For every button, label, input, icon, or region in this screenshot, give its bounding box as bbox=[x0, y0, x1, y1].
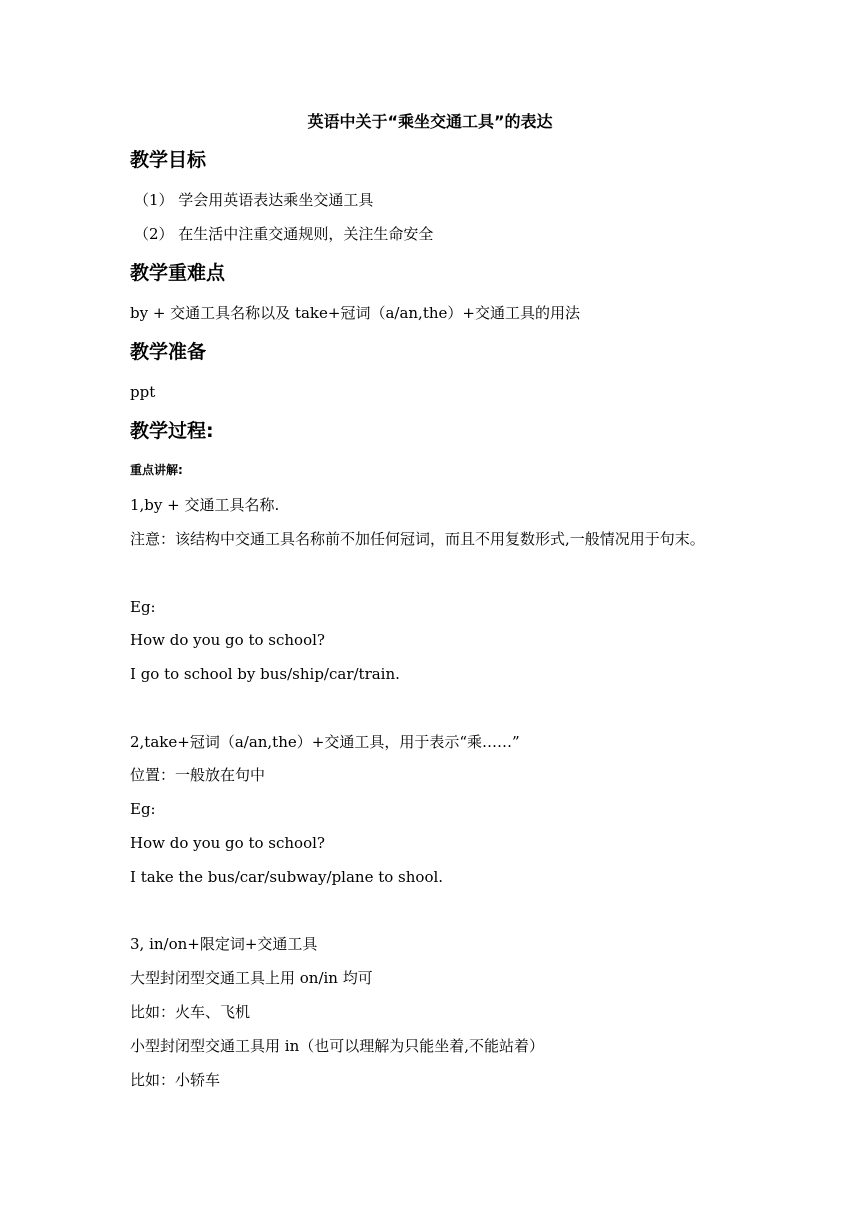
point2-question: How do you go to school? bbox=[130, 834, 325, 852]
point1-title: 1,by + 交通工具名称. bbox=[130, 496, 280, 514]
point1-question: How do you go to school? bbox=[130, 631, 325, 649]
document-title: 英语中关于“乘坐交通工具”的表达 bbox=[307, 112, 553, 131]
point2-eg-label: Eg: bbox=[130, 800, 156, 818]
objectives-heading: 教学目标 bbox=[130, 149, 207, 171]
objective-item-1: （1） 学会用英语表达乘坐交通工具 bbox=[134, 191, 374, 209]
point1-answer: I go to school by bus/ship/car/train. bbox=[130, 665, 400, 683]
process-subheading: 重点讲解: bbox=[130, 463, 183, 477]
key-points-heading: 教学重难点 bbox=[130, 262, 226, 284]
process-heading: 教学过程: bbox=[130, 420, 214, 442]
point1-note: 注意：该结构中交通工具名称前不加任何冠词，而且不用复数形式,一般情况用于句末。 bbox=[130, 530, 705, 548]
point2-position: 位置：一般放在句中 bbox=[130, 766, 266, 784]
key-points-text: by + 交通工具名称以及 take+冠词（a/an,the）+交通工具的用法 bbox=[130, 304, 580, 322]
point3-line1: 大型封闭型交通工具上用 on/in 均可 bbox=[130, 969, 373, 987]
preparation-heading: 教学准备 bbox=[130, 341, 207, 363]
point3-title: 3, in/on+限定词+交通工具 bbox=[130, 935, 318, 953]
point3-line2: 比如：火车、飞机 bbox=[130, 1003, 251, 1021]
objective-item-2: （2） 在生活中注重交通规则，关注生命安全 bbox=[134, 225, 434, 243]
point3-line4: 比如：小轿车 bbox=[130, 1071, 221, 1089]
preparation-text: ppt bbox=[130, 383, 156, 401]
point3-line3: 小型封闭型交通工具用 in（也可以理解为只能坐着,不能站着） bbox=[130, 1037, 544, 1055]
point2-answer: I take the bus/car/subway/plane to shool. bbox=[130, 868, 444, 886]
point2-title: 2,take+冠词（a/an,the）+交通工具，用于表示“乘……” bbox=[130, 733, 520, 751]
point1-eg-label: Eg: bbox=[130, 598, 156, 616]
